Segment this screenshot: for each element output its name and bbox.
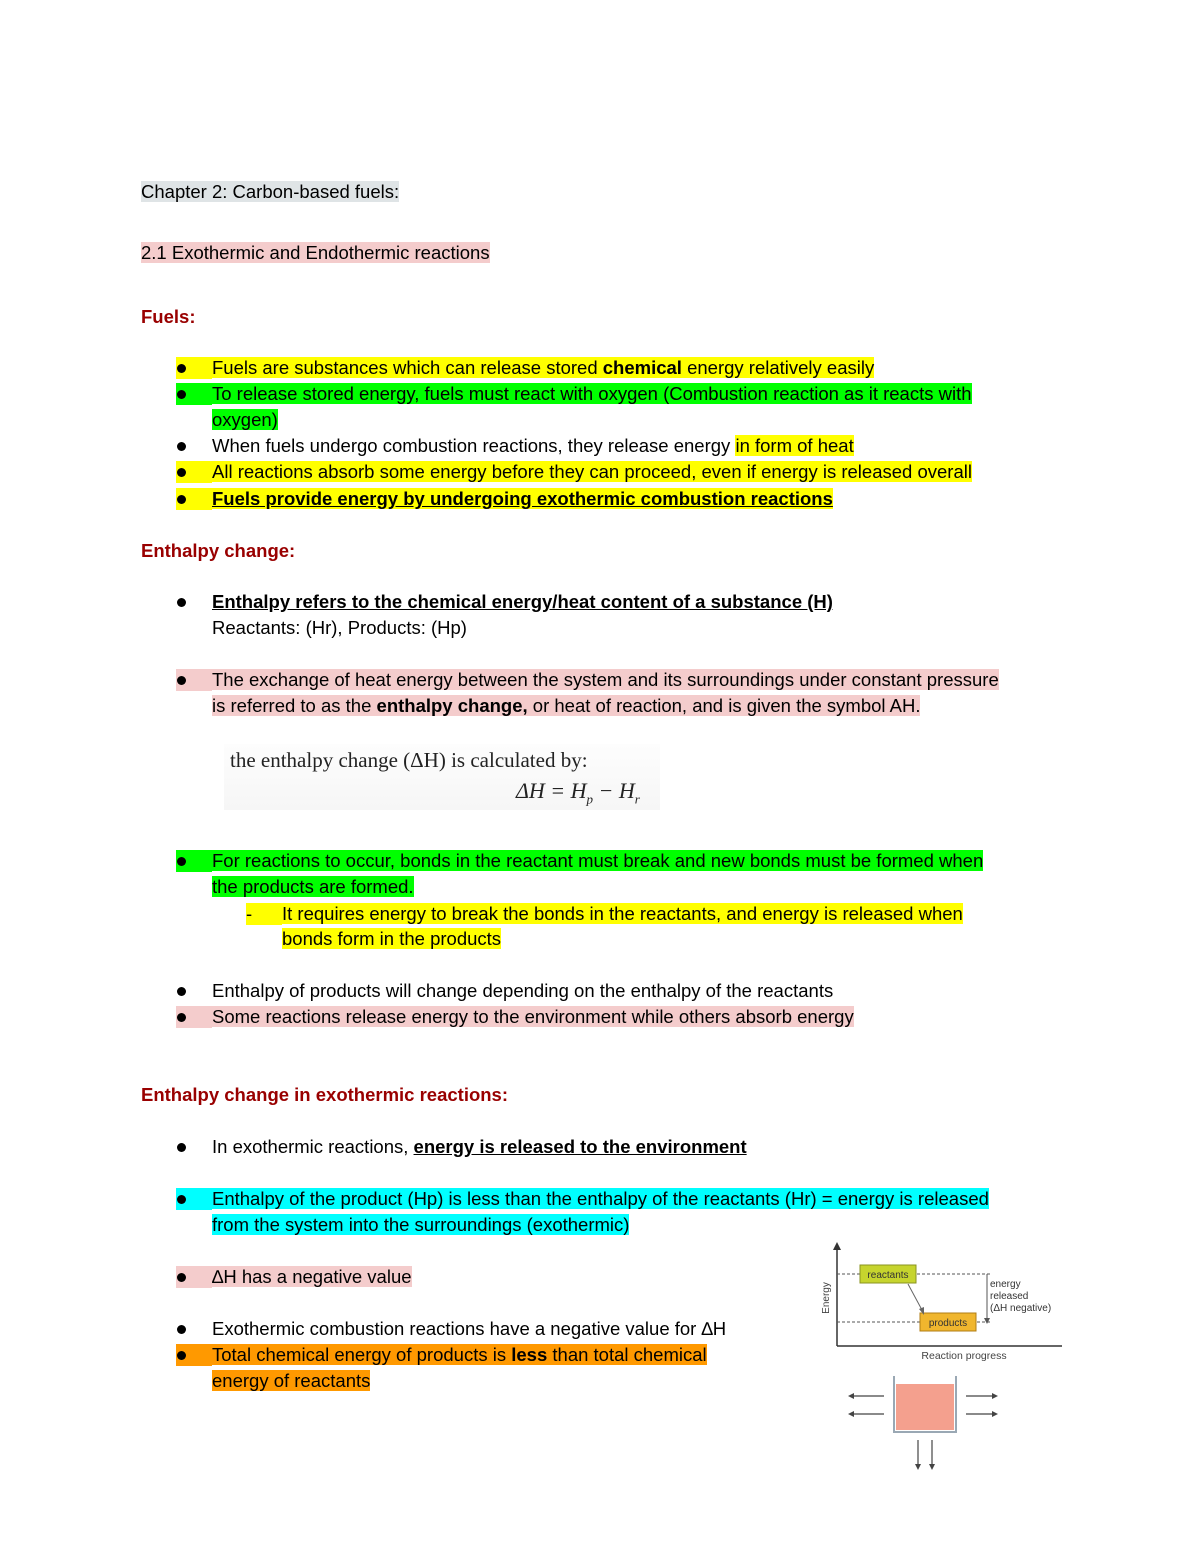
- bullet-dot: [177, 468, 186, 477]
- bullet-dot: [177, 1195, 186, 1204]
- bullet-dot: [177, 676, 186, 685]
- enthalpy-sub-line-1: It requires energy to break the bonds in the reactants, and energy is released when: [282, 903, 963, 924]
- enthalpy-bullet-5: Some reactions release energy to the environment while others absorb energy: [212, 1006, 854, 1027]
- bullet-dot: [177, 1273, 186, 1282]
- bullet-dot: [177, 442, 186, 451]
- products-label: products: [928, 1318, 968, 1329]
- enthalpy-bullet-1: Enthalpy refers to the chemical energy/heat content of a substance (H): [212, 591, 833, 612]
- energy-label: energy: [990, 1279, 1021, 1290]
- negative-label: (ΔH negative): [990, 1303, 1052, 1314]
- enthalpy-formula-image: [224, 744, 660, 810]
- enthalpy-bullet-2-line-2: is referred to as the enthalpy change, or heat of reaction, and is given the symbol AH.: [212, 695, 921, 716]
- exo-bullet-2-line-1: Enthalpy of the product (Hp) is less than the enthalpy of the reactants (Hr) = energy is released: [212, 1188, 989, 1209]
- section-title: 2.1 Exothermic and Endothermic reactions: [141, 242, 490, 263]
- formula-caption: the enthalpy change (ΔH) is calculated by:: [230, 748, 588, 772]
- formula-equation: $\Delta H = H_p - H_r$: [516, 778, 640, 807]
- exo-bullet-4: Exothermic combustion reactions have a negative value for ∆H: [212, 1318, 727, 1339]
- bullet-dot: [177, 1013, 186, 1022]
- fuels-bullet-5: Fuels provide energy by undergoing exothermic combustion reactions: [212, 488, 833, 509]
- bullet-dot: [177, 987, 186, 996]
- y-axis-label: Energy: [821, 1282, 832, 1314]
- exo-bullet-3: ∆H has a negative value: [212, 1266, 412, 1287]
- bullet-dot: [177, 495, 186, 504]
- fuels-bullet-2-line-2: oxygen): [212, 409, 278, 430]
- exo-bullet-5-line-2: energy of reactants: [212, 1370, 371, 1391]
- fuels-bullet-2-line-1: To release stored energy, fuels must react with oxygen (Combustion reaction as it reacts with: [212, 383, 972, 404]
- fuels-bullet-3: When fuels undergo combustion reactions, they release energy in form of heat: [212, 435, 854, 456]
- enthalpy-bullet-1-sub: Reactants: (Hr), Products: (Hp): [212, 617, 467, 638]
- bullet-dot: [177, 1143, 186, 1152]
- bullet-dot: [177, 390, 186, 399]
- enthalpy-sub-line-2: bonds form in the products: [282, 928, 502, 949]
- sub-bullet-dash: -: [246, 903, 282, 925]
- enthalpy-bullet-4: Enthalpy of products will change depending on the enthalpy of the reactants: [212, 980, 834, 1001]
- reactants-label: reactants: [867, 1270, 909, 1281]
- exo-bullet-2-line-2: from the system into the surroundings (exothermic): [212, 1214, 630, 1235]
- exothermic-energy-diagram: [812, 1236, 1074, 1476]
- x-axis-label: Reaction progress: [921, 1350, 1007, 1362]
- released-label: released: [990, 1291, 1029, 1302]
- enthalpy-heading: Enthalpy change:: [141, 540, 296, 561]
- beaker-liquid: [896, 1384, 954, 1430]
- fuels-bullet-1: Fuels are substances which can release stored chemical energy relatively easily: [212, 357, 875, 378]
- enthalpy-bullet-3-line-2: the products are formed.: [212, 876, 414, 897]
- exo-bullet-1: In exothermic reactions, energy is released to the environment: [212, 1136, 747, 1157]
- chapter-title: Chapter 2: Carbon-based fuels:: [141, 181, 400, 202]
- bullet-dot: [177, 857, 186, 866]
- enthalpy-bullet-2-line-1: The exchange of heat energy between the system and its surroundings under constant pressure: [212, 669, 999, 690]
- fuels-bullet-4: All reactions absorb some energy before they can proceed, even if energy is released overall: [212, 461, 972, 482]
- exo-bullet-5-line-1: Total chemical energy of products is less than total chemical: [212, 1344, 707, 1365]
- enthalpy-bullet-3-line-1: For reactions to occur, bonds in the reactant must break and new bonds must be formed when: [212, 850, 984, 871]
- fuels-heading: Fuels:: [141, 306, 196, 327]
- bullet-dot: [177, 598, 186, 607]
- bullet-dot: [177, 364, 186, 373]
- exothermic-heading: Enthalpy change in exothermic reactions:: [141, 1084, 509, 1105]
- bullet-dot: [177, 1351, 186, 1360]
- bullet-dot: [177, 1325, 186, 1334]
